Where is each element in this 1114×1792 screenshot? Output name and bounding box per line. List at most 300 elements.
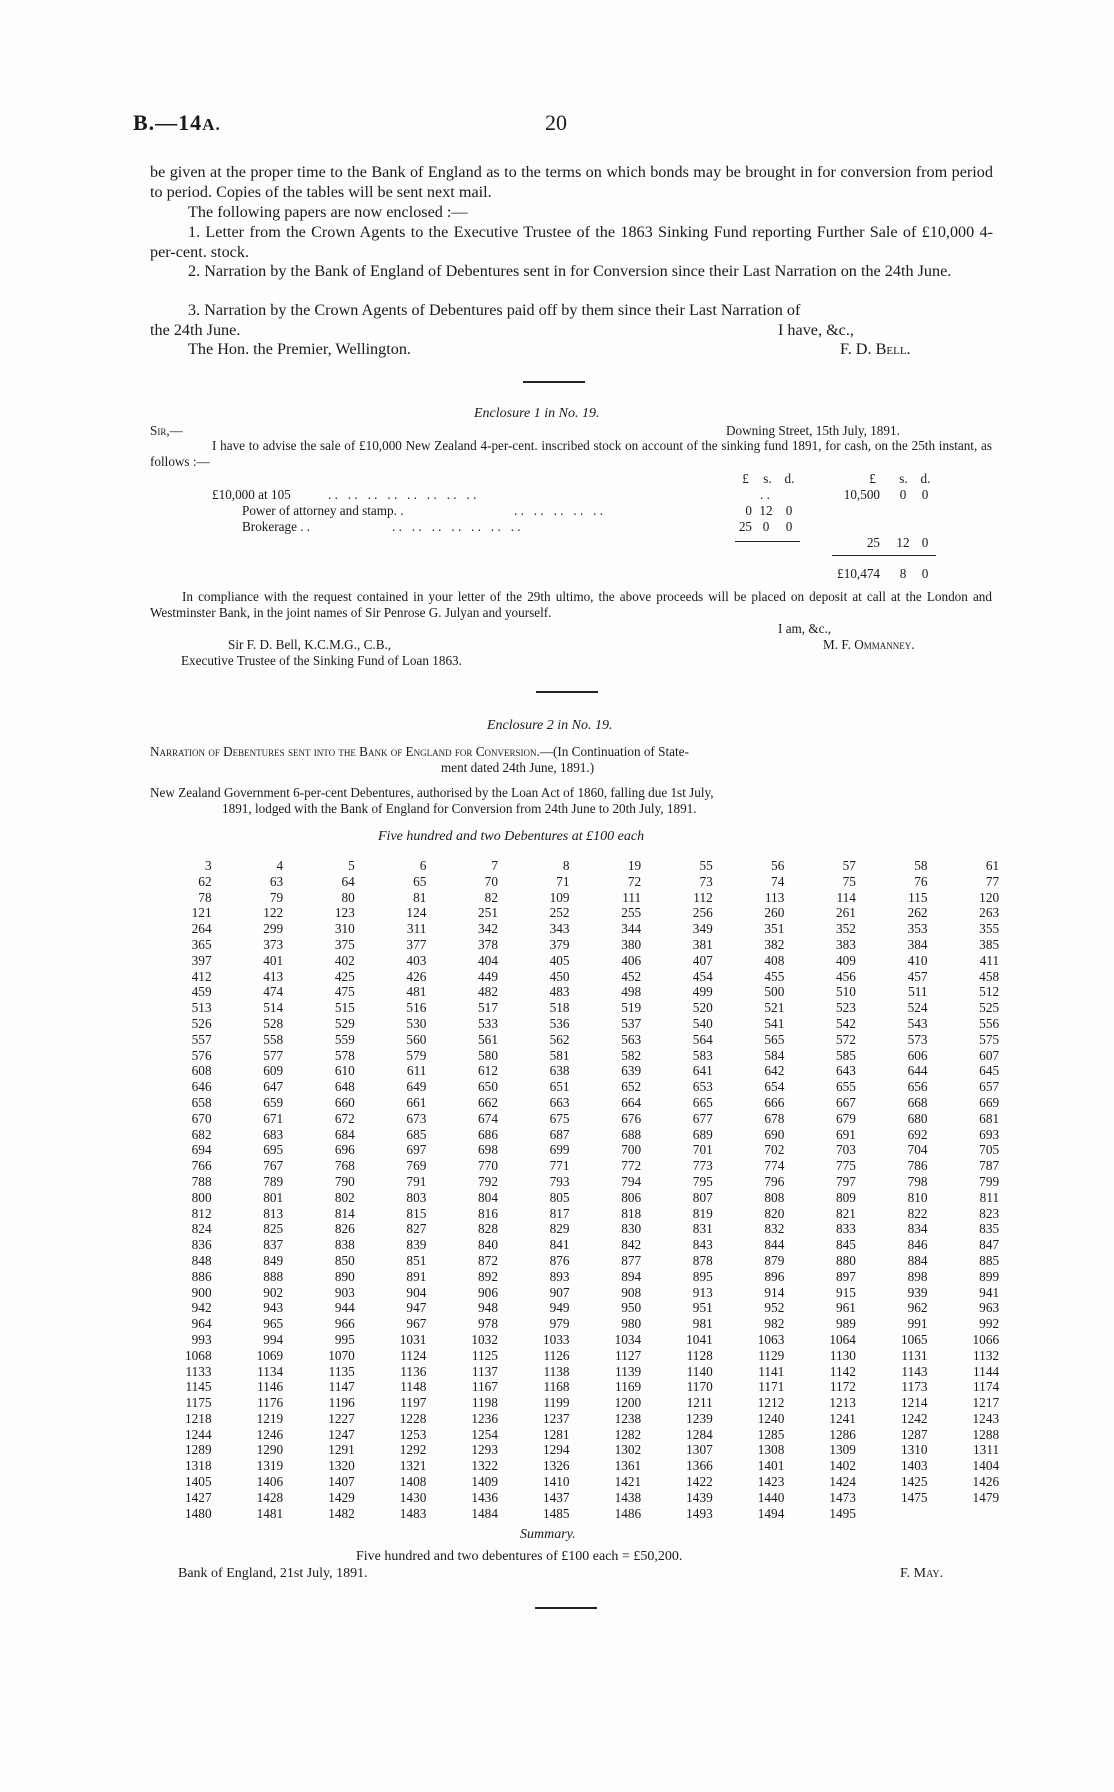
table-cell: 805 xyxy=(549,1189,570,1205)
table-row xyxy=(140,1221,1000,1237)
table-cell: 961 xyxy=(835,1300,856,1316)
table-cell: 842 xyxy=(621,1237,642,1253)
table-cell: 679 xyxy=(835,1110,856,1126)
table-cell xyxy=(856,1506,928,1522)
summary-heading: Summary. xyxy=(520,1527,576,1542)
table-cell: 1145 xyxy=(185,1379,212,1395)
table-cell: 684 xyxy=(334,1126,355,1142)
enclosure-1-salutation: Sir,— xyxy=(150,423,183,438)
table-cell: 1423 xyxy=(757,1474,785,1490)
table-cell: 893 xyxy=(549,1268,570,1284)
table-cell: 655 xyxy=(835,1079,856,1095)
table-cell: 576 xyxy=(191,1047,212,1063)
table-cell: 1479 xyxy=(972,1489,1000,1505)
account-row-3-a-shillings: 0 xyxy=(762,519,770,534)
table-cell: 1254 xyxy=(471,1426,498,1442)
debentures-table-caption: Five hundred and two Debentures at £100 each xyxy=(378,829,645,844)
table-cell: 343 xyxy=(549,921,570,937)
table-cell: 1169 xyxy=(615,1379,642,1395)
table-cell: 1217 xyxy=(972,1395,1000,1411)
table-cell: 890 xyxy=(334,1268,355,1284)
table-cell: 829 xyxy=(549,1221,570,1237)
table-cell: 896 xyxy=(764,1268,785,1284)
table-cell: 650 xyxy=(478,1079,498,1095)
table-cell: 1326 xyxy=(542,1458,570,1474)
table-cell: 562 xyxy=(549,1031,570,1047)
table-cell: 843 xyxy=(692,1237,713,1253)
table-cell: 514 xyxy=(263,1000,284,1016)
table-cell: 63 xyxy=(269,873,284,889)
table-cell: 8 xyxy=(562,858,570,873)
table-cell: 1285 xyxy=(757,1426,785,1442)
enclosure-1-compliance: In compliance with the request contained in your letter of the 29th ultimo, the above proceeds will be placed on deposit at call at the London and Westminster Bank, in the joint names of Sir Penrose G. Julyan and yourself. xyxy=(150,589,992,620)
table-cell: 7 xyxy=(491,858,498,873)
table-cell: 573 xyxy=(907,1031,928,1047)
table-row xyxy=(140,1411,1000,1427)
table-cell: 70 xyxy=(484,873,498,889)
table-cell: 697 xyxy=(406,1142,427,1158)
table-cell: 801 xyxy=(263,1189,284,1205)
table-cell: 1173 xyxy=(901,1379,928,1395)
table-cell: 1243 xyxy=(972,1410,1000,1426)
table-cell: 1493 xyxy=(686,1505,713,1521)
table-cell: 1141 xyxy=(758,1363,785,1379)
table-cell: 578 xyxy=(334,1047,355,1063)
table-cell: 963 xyxy=(979,1300,1000,1316)
table-cell: 1240 xyxy=(757,1410,785,1426)
table-cell: 808 xyxy=(764,1189,785,1205)
enclosed-item-1: 1. Letter from the Crown Agents to the Executive Trustee of the 1863 Sinking Fund reporting Further Sale of £10,000 4-per-cent. stock. xyxy=(150,223,993,261)
table-cell: 410 xyxy=(907,952,928,968)
table-cell: 1286 xyxy=(829,1426,856,1442)
table-cell: 700 xyxy=(621,1142,642,1158)
table-cell: 1128 xyxy=(686,1347,713,1363)
table-cell: 850 xyxy=(334,1252,355,1268)
table-cell: 1065 xyxy=(900,1331,928,1347)
table-cell: 639 xyxy=(621,1063,642,1079)
table-cell: 378 xyxy=(478,936,498,952)
table-cell: 403 xyxy=(406,952,427,968)
table-cell: 450 xyxy=(549,968,570,984)
table-cell: 582 xyxy=(621,1047,642,1063)
table-cell: 1319 xyxy=(256,1458,284,1474)
table-cell: 651 xyxy=(549,1079,570,1095)
table-cell: 1176 xyxy=(257,1395,284,1411)
table-cell: 667 xyxy=(835,1094,856,1110)
table-cell: 1320 xyxy=(328,1458,355,1474)
account-row-3-label: Brokerage . . xyxy=(242,519,311,534)
section-divider xyxy=(536,691,598,693)
table-cell: 558 xyxy=(263,1031,284,1047)
table-cell: 690 xyxy=(764,1126,785,1142)
table-cell: 897 xyxy=(835,1268,856,1284)
table-cell: 1246 xyxy=(256,1426,284,1442)
table-cell: 825 xyxy=(263,1221,284,1237)
table-cell: 111 xyxy=(622,889,642,905)
table-cell: 74 xyxy=(771,873,785,889)
enclosure-2-heading: Enclosure 2 in No. 19. xyxy=(487,718,613,733)
total-rule xyxy=(832,555,936,556)
table-cell: 77 xyxy=(985,873,1000,889)
table-cell: 674 xyxy=(478,1110,498,1126)
table-cell: 73 xyxy=(699,873,713,889)
account-row-1-b-pence: 0 xyxy=(921,487,929,502)
table-cell: 475 xyxy=(334,984,355,1000)
table-cell: 523 xyxy=(835,1000,856,1016)
enclosure-2-title xyxy=(150,744,689,760)
table-cell: 1439 xyxy=(686,1489,713,1505)
table-cell: 407 xyxy=(692,952,713,968)
table-cell: 770 xyxy=(478,1158,498,1174)
table-row xyxy=(140,1379,1000,1395)
letter-paragraph-1: be given at the proper time to the Bank of England as to the terms on which bonds may be brought in for conversion from period to period. Copies of the tables will be sent next mail. xyxy=(150,163,993,201)
table-cell: 483 xyxy=(549,984,570,1000)
table-cell: 879 xyxy=(764,1252,785,1268)
table-cell: 1139 xyxy=(615,1363,642,1379)
table-cell: 798 xyxy=(907,1173,928,1189)
table-cell: 834 xyxy=(907,1221,928,1237)
total-shillings: 8 xyxy=(899,566,907,581)
table-cell: 981 xyxy=(692,1316,713,1332)
table-cell: 1211 xyxy=(686,1395,713,1411)
table-cell: 978 xyxy=(478,1316,498,1332)
table-cell: 78 xyxy=(198,889,212,905)
col-header-pence-b: d. xyxy=(920,471,931,486)
table-row xyxy=(140,1300,1000,1316)
table-cell: 375 xyxy=(334,936,355,952)
table-cell: 775 xyxy=(835,1158,856,1174)
table-cell: 1069 xyxy=(256,1347,284,1363)
table-row xyxy=(140,1458,1000,1474)
table-cell: 1228 xyxy=(399,1410,427,1426)
table-cell: 694 xyxy=(191,1142,212,1158)
table-cell: 122 xyxy=(263,905,284,921)
table-cell: 1438 xyxy=(614,1489,642,1505)
table-cell: 458 xyxy=(979,968,1000,984)
table-cell: 454 xyxy=(692,968,713,984)
enclosed-item-3-line1: 3. Narration by the Crown Agents of Debentures paid off by them since their Last Narration of xyxy=(188,301,801,319)
table-cell: 1321 xyxy=(399,1458,427,1474)
table-cell: 365 xyxy=(191,936,212,952)
table-row xyxy=(140,1269,1000,1285)
table-cell: 851 xyxy=(406,1252,427,1268)
table-cell: 841 xyxy=(549,1237,570,1253)
table-cell: 913 xyxy=(692,1284,713,1300)
table-row xyxy=(140,1474,1000,1490)
debentures-table xyxy=(140,858,1000,1521)
table-cell: 1289 xyxy=(185,1442,212,1458)
table-cell: 647 xyxy=(263,1079,284,1095)
table-cell: 1437 xyxy=(542,1489,570,1505)
table-cell: 767 xyxy=(263,1158,284,1174)
table-cell: 839 xyxy=(406,1237,427,1253)
table-cell: 833 xyxy=(835,1221,856,1237)
table-cell: 820 xyxy=(764,1205,785,1221)
table-cell: 609 xyxy=(263,1063,284,1079)
table-cell: 397 xyxy=(191,952,212,968)
account-row-1-leader: . . . . . . . . . . . . . . . . xyxy=(328,487,477,502)
table-cell: 1406 xyxy=(256,1474,284,1490)
table-cell: 380 xyxy=(621,936,642,952)
table-cell: 1480 xyxy=(185,1505,212,1521)
account-row-1-b-pounds: 10,500 xyxy=(843,487,880,502)
table-cell: 642 xyxy=(764,1063,785,1079)
reference-suffix: A. xyxy=(202,115,221,134)
enclosed-item-3-line2: the 24th June. xyxy=(150,321,241,339)
table-cell: 1309 xyxy=(829,1442,856,1458)
table-cell: 845 xyxy=(835,1237,856,1253)
table-cell: 877 xyxy=(621,1252,642,1268)
letter-addressee: The Hon. the Premier, Wellington. xyxy=(188,340,411,358)
table-cell: 658 xyxy=(191,1094,212,1110)
table-cell: 790 xyxy=(334,1173,355,1189)
table-cell: 947 xyxy=(406,1300,427,1316)
table-cell: 806 xyxy=(621,1189,642,1205)
table-cell: 824 xyxy=(191,1221,212,1237)
table-cell: 682 xyxy=(191,1126,212,1142)
enclosure-1-place-date: Downing Street, 15th July, 1891. xyxy=(726,423,900,438)
table-cell: 892 xyxy=(478,1268,498,1284)
table-cell: 766 xyxy=(191,1158,212,1174)
table-cell: 691 xyxy=(835,1126,856,1142)
table-cell: 1401 xyxy=(757,1458,785,1474)
table-cell: 872 xyxy=(478,1252,498,1268)
col-header-pounds-a: £ xyxy=(742,471,749,486)
table-cell: 1485 xyxy=(542,1505,570,1521)
account-row-3-a-pence: 0 xyxy=(785,519,793,534)
table-cell: 1219 xyxy=(256,1410,284,1426)
table-cell: 1428 xyxy=(256,1489,284,1505)
table-cell: 533 xyxy=(478,1015,498,1031)
table-cell: 788 xyxy=(191,1173,212,1189)
table-cell: 1410 xyxy=(542,1474,570,1490)
table-cell: 512 xyxy=(979,984,1000,1000)
table-cell: 518 xyxy=(549,1000,570,1016)
table-cell: 1284 xyxy=(686,1426,713,1442)
table-cell: 5 xyxy=(348,858,355,873)
subtotal-rule xyxy=(735,541,800,542)
table-cell: 886 xyxy=(191,1268,212,1284)
table-cell: 511 xyxy=(908,984,928,1000)
table-cell: 526 xyxy=(191,1015,212,1031)
table-cell: 980 xyxy=(621,1316,642,1332)
table-cell: 537 xyxy=(621,1015,642,1031)
table-cell: 1213 xyxy=(829,1395,856,1411)
table-cell: 695 xyxy=(263,1142,284,1158)
table-cell: 1168 xyxy=(543,1379,570,1395)
table-cell: 402 xyxy=(334,952,355,968)
table-cell: 355 xyxy=(979,921,1000,937)
table-cell: 815 xyxy=(406,1205,427,1221)
enclosed-intro: The following papers are now enclosed :— xyxy=(188,203,468,221)
table-cell: 800 xyxy=(191,1189,212,1205)
table-cell: 1430 xyxy=(399,1489,427,1505)
table-cell: 516 xyxy=(406,1000,427,1016)
table-cell: 426 xyxy=(406,968,427,984)
table-cell: 827 xyxy=(406,1221,427,1237)
table-cell: 409 xyxy=(835,952,856,968)
table-cell: 1167 xyxy=(471,1379,498,1395)
table-cell: 6 xyxy=(419,858,427,873)
table-cell: 1427 xyxy=(185,1489,212,1505)
table-cell: 995 xyxy=(334,1331,355,1347)
table-cell: 455 xyxy=(764,968,785,984)
table-cell: 352 xyxy=(835,921,856,937)
table-cell: 572 xyxy=(835,1031,856,1047)
table-cell: 898 xyxy=(907,1268,928,1284)
table-cell: 685 xyxy=(406,1126,427,1142)
table-cell: 1196 xyxy=(328,1395,355,1411)
table-cell: 1429 xyxy=(328,1489,355,1505)
table-cell: 818 xyxy=(621,1205,642,1221)
table-cell: 584 xyxy=(764,1047,785,1063)
table-cell: 540 xyxy=(692,1015,713,1031)
table-cell: 683 xyxy=(263,1126,284,1142)
table-cell: 311 xyxy=(406,921,427,937)
table-cell: 80 xyxy=(341,889,355,905)
table-cell: 904 xyxy=(406,1284,427,1300)
table-cell: 696 xyxy=(334,1142,355,1158)
table-cell: 675 xyxy=(549,1110,570,1126)
table-cell: 832 xyxy=(764,1221,785,1237)
table-cell: 1244 xyxy=(185,1426,212,1442)
table-cell: 771 xyxy=(549,1158,570,1174)
table-cell: 676 xyxy=(621,1110,642,1126)
table-cell: 665 xyxy=(692,1094,713,1110)
table-cell: 838 xyxy=(334,1237,355,1253)
table-cell: 664 xyxy=(621,1094,642,1110)
table-cell: 794 xyxy=(621,1173,642,1189)
table-cell: 952 xyxy=(764,1300,785,1316)
table-cell: 878 xyxy=(692,1252,713,1268)
table-cell: 1236 xyxy=(471,1410,498,1426)
table-cell: 811 xyxy=(979,1189,1000,1205)
table-cell: 1041 xyxy=(686,1331,713,1347)
table-cell: 519 xyxy=(621,1000,642,1016)
table-cell: 583 xyxy=(692,1047,713,1063)
table-cell: 1127 xyxy=(615,1347,642,1363)
table-cell: 835 xyxy=(979,1221,1000,1237)
table-cell: 799 xyxy=(979,1173,1000,1189)
table-cell: 564 xyxy=(692,1031,713,1047)
table-cell: 607 xyxy=(979,1047,1000,1063)
table-cell: 1294 xyxy=(542,1442,570,1458)
table-cell: 822 xyxy=(907,1205,928,1221)
table-cell: 481 xyxy=(406,984,427,1000)
table-row xyxy=(140,858,1000,874)
table-cell: 793 xyxy=(549,1173,570,1189)
table-cell: 1422 xyxy=(686,1474,713,1490)
table-cell: 644 xyxy=(907,1063,928,1079)
table-cell: 114 xyxy=(836,889,856,905)
table-cell: 703 xyxy=(835,1142,856,1158)
table-cell: 498 xyxy=(621,984,642,1000)
table-cell: 581 xyxy=(549,1047,570,1063)
table-cell: 662 xyxy=(478,1094,498,1110)
table-cell: 1237 xyxy=(542,1410,570,1426)
table-cell: 1484 xyxy=(471,1505,498,1521)
table-cell: 565 xyxy=(764,1031,785,1047)
table-cell: 1361 xyxy=(614,1458,642,1474)
table-cell: 817 xyxy=(549,1205,570,1221)
table-cell: 585 xyxy=(835,1047,856,1063)
table-cell: 543 xyxy=(907,1015,928,1031)
table-cell: 846 xyxy=(907,1237,928,1253)
table-row xyxy=(140,1095,1000,1111)
table-cell: 830 xyxy=(621,1221,642,1237)
table-cell: 1070 xyxy=(328,1347,355,1363)
table-cell: 1495 xyxy=(829,1505,856,1521)
table-cell: 561 xyxy=(478,1031,498,1047)
table-cell: 907 xyxy=(549,1284,570,1300)
table-row xyxy=(140,1427,1000,1443)
table-cell: 612 xyxy=(478,1063,498,1079)
table-cell: 1148 xyxy=(400,1379,427,1395)
table-cell: 1247 xyxy=(328,1426,355,1442)
table-cell: 528 xyxy=(263,1015,284,1031)
table-cell: 993 xyxy=(191,1331,212,1347)
table-cell: 948 xyxy=(478,1300,498,1316)
table-cell: 401 xyxy=(263,952,284,968)
table-cell: 672 xyxy=(334,1110,355,1126)
table-cell: 260 xyxy=(764,905,785,921)
table-row xyxy=(140,1190,1000,1206)
table-cell: 112 xyxy=(693,889,713,905)
table-cell: 698 xyxy=(478,1142,498,1158)
table-cell: 837 xyxy=(263,1237,284,1253)
table-cell: 654 xyxy=(764,1079,785,1095)
table-cell: 819 xyxy=(692,1205,713,1221)
table-cell: 1308 xyxy=(757,1442,785,1458)
table-row xyxy=(140,921,1000,937)
table-cell: 880 xyxy=(835,1252,856,1268)
table-cell: 65 xyxy=(413,873,427,889)
table-cell: 310 xyxy=(334,921,355,937)
table-cell: 499 xyxy=(692,984,713,1000)
table-cell: 803 xyxy=(406,1189,427,1205)
table-cell: 1144 xyxy=(973,1363,1000,1379)
table-cell: 638 xyxy=(549,1063,570,1079)
table-cell: 669 xyxy=(979,1094,1000,1110)
table-row xyxy=(140,1490,1000,1506)
table-cell: 1293 xyxy=(471,1442,498,1458)
table-cell: 510 xyxy=(835,984,856,1000)
letter-closing: I have, &c., xyxy=(778,321,854,339)
table-cell: 541 xyxy=(764,1015,785,1031)
table-cell: 885 xyxy=(979,1252,1000,1268)
table-cell: 1136 xyxy=(400,1363,427,1379)
table-cell: 699 xyxy=(549,1142,570,1158)
table-cell: 903 xyxy=(334,1284,355,1300)
table-cell: 831 xyxy=(692,1221,713,1237)
table-cell: 563 xyxy=(621,1031,642,1047)
table-cell: 606 xyxy=(907,1047,928,1063)
table-cell: 1068 xyxy=(185,1347,212,1363)
table-cell: 559 xyxy=(334,1031,355,1047)
table-cell: 1322 xyxy=(471,1458,498,1474)
table-row xyxy=(140,1395,1000,1411)
table-cell: 962 xyxy=(907,1300,928,1316)
table-cell: 816 xyxy=(478,1205,498,1221)
table-cell: 608 xyxy=(191,1063,212,1079)
table-cell: 1238 xyxy=(614,1410,642,1426)
table-cell: 1426 xyxy=(972,1474,1000,1490)
table-cell: 349 xyxy=(692,921,713,937)
table-cell: 1174 xyxy=(973,1379,1000,1395)
table-row xyxy=(140,1063,1000,1079)
table-cell: 449 xyxy=(478,968,498,984)
table-cell: 82 xyxy=(484,889,498,905)
